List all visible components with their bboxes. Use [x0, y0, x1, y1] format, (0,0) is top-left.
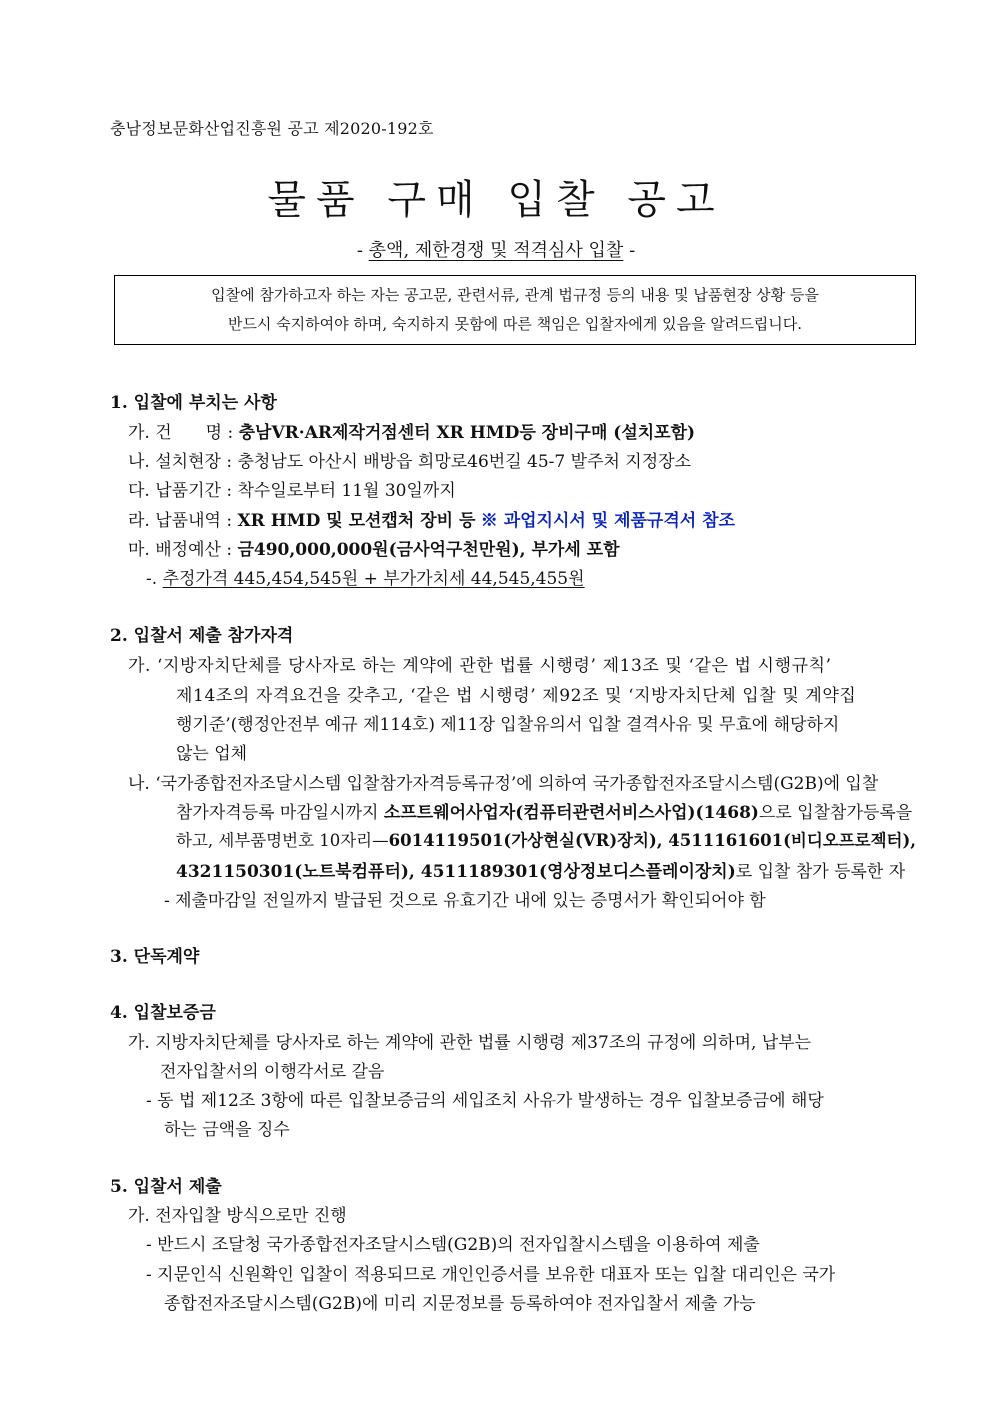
subtitle-text: 총액, 제한경쟁 및 적격심사 입찰	[368, 240, 624, 261]
qualification-b-line-2	[176, 798, 912, 823]
qualification-b-line-4-post: 로 입찰 참가 등록한 자	[735, 862, 906, 882]
qualification-b-line-4-bold: 4321150301(노트북컴퓨터), 4511189301(영상정보디스플레이장치)	[176, 862, 736, 882]
notice-box	[114, 275, 916, 345]
delivery-items-note: ※ 과업지시서 및 제품규격서 참조	[480, 511, 735, 531]
notice-line-1: 입찰에 참가하고자 하는 자는 공고문, 관련서류, 관계 법규정 등의 내용 및 납품현장 상황 등을	[211, 286, 819, 304]
section-1-heading: 1. 입찰에 부치는 사항	[110, 393, 277, 413]
qualification-a-line-3: 행기준’(행정안전부 예규 제114호) 제11장 입찰유의서 입찰 결격사유 및 무효에 해당하지	[176, 715, 840, 735]
delivery-period-label: 다. 납품기간 :	[128, 481, 233, 501]
qualification-b-line-2-pre: 참가자격등록 마감일시까지	[176, 803, 379, 823]
section-2-heading: 2. 입찰서 제출 참가자격	[110, 626, 294, 646]
submission-sub-1: - 반드시 조달청 국가종합전자조달시스템(G2B)의 전자입찰시스템을 이용하여 제출	[146, 1235, 760, 1255]
item-name-label: 가. 건 명 :	[128, 423, 234, 443]
section-4-heading: 4. 입찰보증금	[110, 1003, 216, 1023]
budget-row	[128, 535, 620, 560]
budget-label: 마. 배정예산 :	[128, 540, 233, 560]
submission-sub-2-line-2: 종합전자조달시스템(G2B)에 미리 지문정보를 등록하여야 전자입찰서 제출 가능	[164, 1294, 756, 1314]
qualification-a-line-2: 제14조의 자격요건을 갖추고, ‘같은 법 시행령’ 제92조 및 ‘지방자치단체 입찰 및 계약집	[176, 686, 857, 706]
qualification-b-sub: - 제출마감일 전일까지 발급된 것으로 유효기간 내에 있는 증명서가 확인되어야 함	[164, 891, 766, 911]
qualification-b-line-2-post: 으로 입찰참가등록을	[758, 803, 913, 823]
subtitle-dash-left: -	[356, 240, 363, 261]
delivery-items-label: 라. 납품내역 :	[128, 511, 233, 531]
install-site-row	[128, 447, 691, 472]
section-3-heading: 3. 단독계약	[110, 947, 200, 967]
qualification-b-line-2-bold: 소프트웨어사업자(컴퓨터관련서비스사업)(1468)	[383, 803, 759, 823]
estimated-price-prefix: -.	[146, 569, 158, 589]
qualification-b-line-1: 나. ‘국가종합전자조달시스템 입찰참가자격등록규정’에 의하여 국가종합전자조달시스템(G2B)에 입찰	[128, 774, 879, 794]
delivery-period-row	[128, 476, 456, 501]
subtitle-dash-right: -	[629, 240, 636, 261]
delivery-items-row	[128, 506, 735, 531]
delivery-period-value: 착수일로부터 11월 30일까지	[237, 481, 456, 501]
qualification-a-line-1: 가. ‘지방자치단체를 당사자로 하는 계약에 관한 법률 시행령’ 제13조 및 ‘같은 법 시행규칙’	[128, 656, 832, 676]
item-name-row	[128, 418, 695, 443]
submission-sub-2-line-1: - 지문인식 신원확인 입찰이 적용되므로 개인인증서를 보유한 대표자 또는 입찰 대리인은 국가	[146, 1265, 836, 1285]
delivery-items-value: XR HMD 및 모션캡처 장비 등	[237, 511, 476, 531]
section-5-heading: 5. 입찰서 제출	[110, 1177, 222, 1197]
notice-line-2: 반드시 숙지하여야 하며, 숙지하지 못함에 따른 책임은 입찰자에게 있음을 알려드립니다.	[227, 315, 803, 333]
qualification-a-line-4: 않는 업체	[176, 744, 248, 764]
install-site-label: 나. 설치현장 :	[128, 452, 233, 472]
qualification-b-line-3	[176, 827, 916, 851]
item-name-value: 충남VR·AR제작거점센터 XR HMD등 장비구매 (설치포함)	[238, 423, 696, 443]
bid-bond-sub-line-2: 하는 금액을 징수	[164, 1120, 290, 1140]
submission-a: 가. 전자입찰 방식으로만 진행	[128, 1206, 347, 1226]
bid-bond-a-line-2: 전자입찰서의 이행각서로 갈음	[160, 1062, 385, 1082]
estimated-price-value: 추정가격 445,454,545원 + 부가가치세 44,545,455원	[162, 569, 585, 589]
qualification-b-line-4	[176, 857, 905, 882]
bid-bond-a-line-1: 가. 지방자치단체를 당사자로 하는 계약에 관한 법률 시행령 제37조의 규정에 의하며, 납부는	[128, 1033, 812, 1053]
document-subtitle	[0, 236, 992, 262]
document-title: 물품 구매 입찰 공고	[267, 177, 725, 223]
budget-value: 금490,000,000원(금사억구천만원), 부가세 포함	[237, 540, 620, 560]
bid-bond-sub-line-1: - 동 법 제12조 3항에 따른 입찰보증금의 세입조치 사유가 발생하는 경우 입찰보증금에 해당	[146, 1091, 824, 1111]
estimated-price-row	[146, 564, 585, 589]
announcement-number: 충남정보문화산업진흥원 공고 제2020-192호	[110, 119, 434, 138]
qualification-b-line-3-bold: 6014119501(가상현실(VR)장치), 4511161601(비디오프로젝터),	[388, 831, 917, 850]
install-site-value: 충청남도 아산시 배방읍 희망로46번길 45-7 발주처 지정장소	[237, 452, 691, 472]
qualification-b-line-3-pre: 하고, 세부품명번호 10자리—	[176, 831, 389, 850]
